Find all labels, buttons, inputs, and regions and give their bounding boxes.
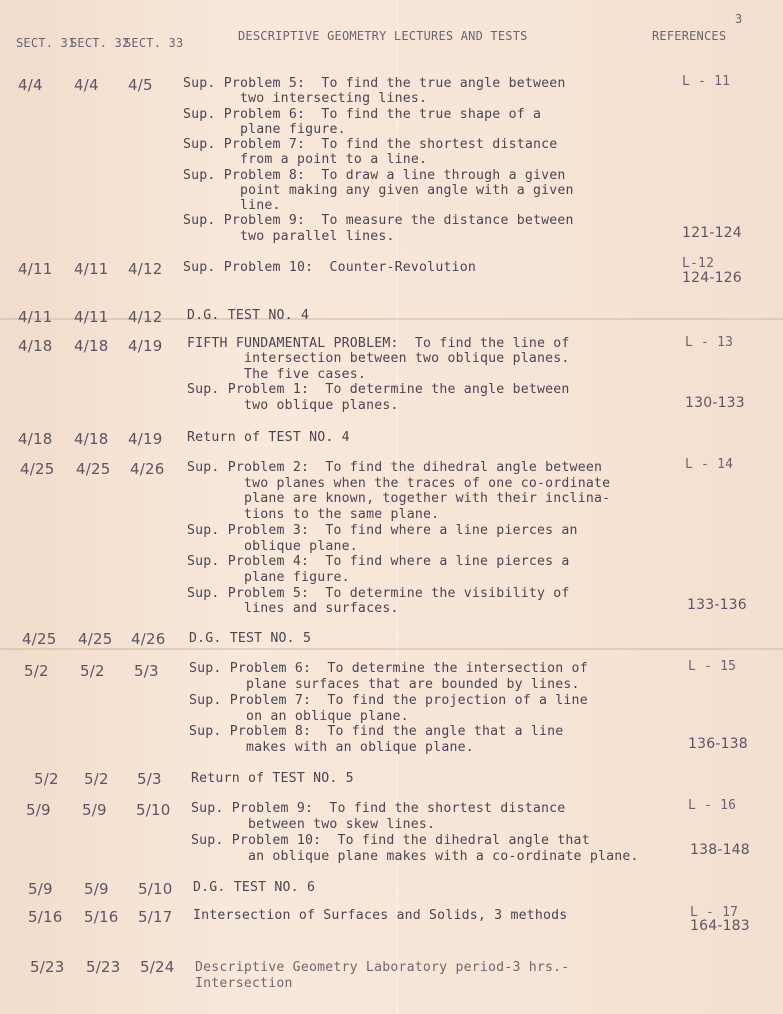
date-sect-32: 5/9 xyxy=(82,801,107,819)
entry-line: D.G. TEST NO. 5 xyxy=(189,631,312,646)
date-sect-32: 4/11 xyxy=(74,260,109,278)
entry-line: Sup. Problem 1: To determine the angle between xyxy=(187,382,570,397)
date-sect-33: 5/17 xyxy=(138,908,173,926)
entry-line: plane figure. xyxy=(187,570,350,585)
date-sect-33: 5/24 xyxy=(140,958,175,976)
date-sect-32: 4/18 xyxy=(74,430,109,448)
entry-line: plane figure. xyxy=(183,122,346,137)
reference-pages: 130-133 xyxy=(685,395,745,411)
date-sect-31: 5/9 xyxy=(28,880,53,898)
fold-line xyxy=(0,648,783,650)
entry-line: line. xyxy=(183,198,281,213)
reference-pages: 124-126 xyxy=(682,270,742,286)
reference-lecture: L - 14 xyxy=(685,457,734,472)
entry-line: Sup. Problem 5: To determine the visibility of xyxy=(187,586,570,601)
entry-line: Sup. Problem 4: To find where a line pierces a xyxy=(187,554,570,569)
entry-line: FIFTH FUNDAMENTAL PROBLEM: To find the line of xyxy=(187,336,570,351)
entry-line: plane surfaces that are bounded by lines. xyxy=(189,677,580,692)
entry-line: Sup. Problem 2: To find the dihedral angle between xyxy=(187,460,603,475)
entry-line: Sup. Problem 7: To find the shortest distance xyxy=(183,137,558,152)
entry-line: from a point to a line. xyxy=(183,152,428,167)
reference-lecture: L - 16 xyxy=(688,798,737,813)
entry-line: Sup. Problem 3: To find where a line pierces an xyxy=(187,523,578,538)
date-sect-32: 5/23 xyxy=(86,958,121,976)
date-sect-33: 4/26 xyxy=(131,630,166,648)
date-sect-31: 4/18 xyxy=(18,430,53,448)
entry-line: Sup. Problem 10: Counter-Revolution xyxy=(183,260,477,275)
page-title: DESCRIPTIVE GEOMETRY LECTURES AND TESTS xyxy=(238,29,528,43)
date-sect-32: 4/25 xyxy=(76,460,111,478)
entry-line: two intersecting lines. xyxy=(183,91,428,106)
entry-line: between two skew lines. xyxy=(191,817,436,832)
date-sect-32: 5/9 xyxy=(84,880,109,898)
sect-33-header: SECT. 33 xyxy=(124,36,184,50)
entry-line: tions to the same plane. xyxy=(187,507,440,522)
date-sect-33: 4/19 xyxy=(128,337,163,355)
date-sect-31: 4/11 xyxy=(18,308,53,326)
date-sect-33: 4/26 xyxy=(130,460,165,478)
entry-line: The five cases. xyxy=(187,367,367,382)
reference-pages: 138-148 xyxy=(690,842,750,858)
entry-line: point making any given angle with a given xyxy=(183,183,574,198)
entry-line: plane are known, together with their inclina- xyxy=(187,491,611,506)
entry-line: Sup. Problem 9: To measure the distance between xyxy=(183,213,574,228)
entry-line: intersection between two oblique planes. xyxy=(187,351,570,366)
date-sect-31: 4/18 xyxy=(18,337,53,355)
date-sect-33: 4/12 xyxy=(128,308,163,326)
date-sect-31: 4/4 xyxy=(18,76,43,94)
entry-line: Return of TEST NO. 4 xyxy=(187,430,350,445)
fold-line xyxy=(0,318,783,320)
entry-line: Sup. Problem 10: To find the dihedral angle that xyxy=(191,833,590,848)
date-sect-33: 4/19 xyxy=(128,430,163,448)
entry-line: Sup. Problem 6: To find the true shape of a xyxy=(183,107,542,122)
page-number: 3 xyxy=(735,12,743,26)
entry-line: Sup. Problem 6: To determine the intersection of xyxy=(189,661,588,676)
date-sect-33: 5/3 xyxy=(137,770,162,788)
entry-line: oblique plane. xyxy=(187,539,358,554)
entry-line: D.G. TEST NO. 6 xyxy=(193,880,316,895)
reference-lecture: L - 13 xyxy=(685,335,734,350)
entry-line: Sup. Problem 8: To draw a line through a given xyxy=(183,168,566,183)
date-sect-33: 4/5 xyxy=(128,76,153,94)
date-sect-31: 5/2 xyxy=(24,662,49,680)
entry-line: two planes when the traces of one co-ordinate xyxy=(187,476,611,491)
entry-line: Sup. Problem 7: To find the projection of a line xyxy=(189,693,588,708)
entry-line: two oblique planes. xyxy=(187,398,399,413)
date-sect-33: 4/12 xyxy=(128,260,163,278)
date-sect-31: 4/25 xyxy=(22,630,57,648)
reference-pages: 136-138 xyxy=(688,736,748,752)
date-sect-32: 4/25 xyxy=(78,630,113,648)
date-sect-32: 4/4 xyxy=(74,76,99,94)
reference-lecture: L - 15 xyxy=(688,659,737,674)
date-sect-33: 5/3 xyxy=(134,662,159,680)
date-sect-33: 5/10 xyxy=(138,880,173,898)
entry-line: Intersection of Surfaces and Solids, 3 methods xyxy=(193,908,568,923)
date-sect-31: 5/2 xyxy=(34,770,59,788)
entry-line: Sup. Problem 8: To find the angle that a line xyxy=(189,724,564,739)
date-sect-33: 5/10 xyxy=(136,801,171,819)
entry-line: lines and surfaces. xyxy=(187,601,399,616)
reference-lecture: L - 11 xyxy=(682,74,731,89)
date-sect-32: 5/2 xyxy=(80,662,105,680)
date-sect-31: 5/16 xyxy=(28,908,63,926)
sect-31-header: SECT. 31 xyxy=(16,36,76,50)
entry-line: D.G. TEST NO. 4 xyxy=(187,308,310,323)
entry-line: Return of TEST NO. 5 xyxy=(191,771,354,786)
reference-pages: 164-183 xyxy=(690,918,750,934)
entry-line: Descriptive Geometry Laboratory period-3 hrs.- xyxy=(195,960,570,975)
date-sect-31: 5/9 xyxy=(26,801,51,819)
date-sect-31: 4/25 xyxy=(20,460,55,478)
entry-line: makes with an oblique plane. xyxy=(189,740,474,755)
entry-line: on an oblique plane. xyxy=(189,709,409,724)
reference-lecture: L - 17 xyxy=(690,905,739,920)
sect-32-header: SECT. 32 xyxy=(70,36,130,50)
entry-line: an oblique plane makes with a co-ordinate plane. xyxy=(191,849,639,864)
entry-line: two parallel lines. xyxy=(183,229,395,244)
entry-line: Intersection xyxy=(195,976,293,991)
entry-line: Sup. Problem 5: To find the true angle between xyxy=(183,76,566,91)
date-sect-31: 5/23 xyxy=(30,958,65,976)
date-sect-32: 5/16 xyxy=(84,908,119,926)
reference-lecture: L-12 xyxy=(682,256,715,271)
references-header: REFERENCES xyxy=(652,29,727,43)
reference-pages: 121-124 xyxy=(682,225,742,241)
date-sect-32: 5/2 xyxy=(84,770,109,788)
entry-line: Sup. Problem 9: To find the shortest distance xyxy=(191,801,566,816)
date-sect-32: 4/18 xyxy=(74,337,109,355)
reference-pages: 133-136 xyxy=(687,597,747,613)
date-sect-31: 4/11 xyxy=(18,260,53,278)
date-sect-32: 4/11 xyxy=(74,308,109,326)
